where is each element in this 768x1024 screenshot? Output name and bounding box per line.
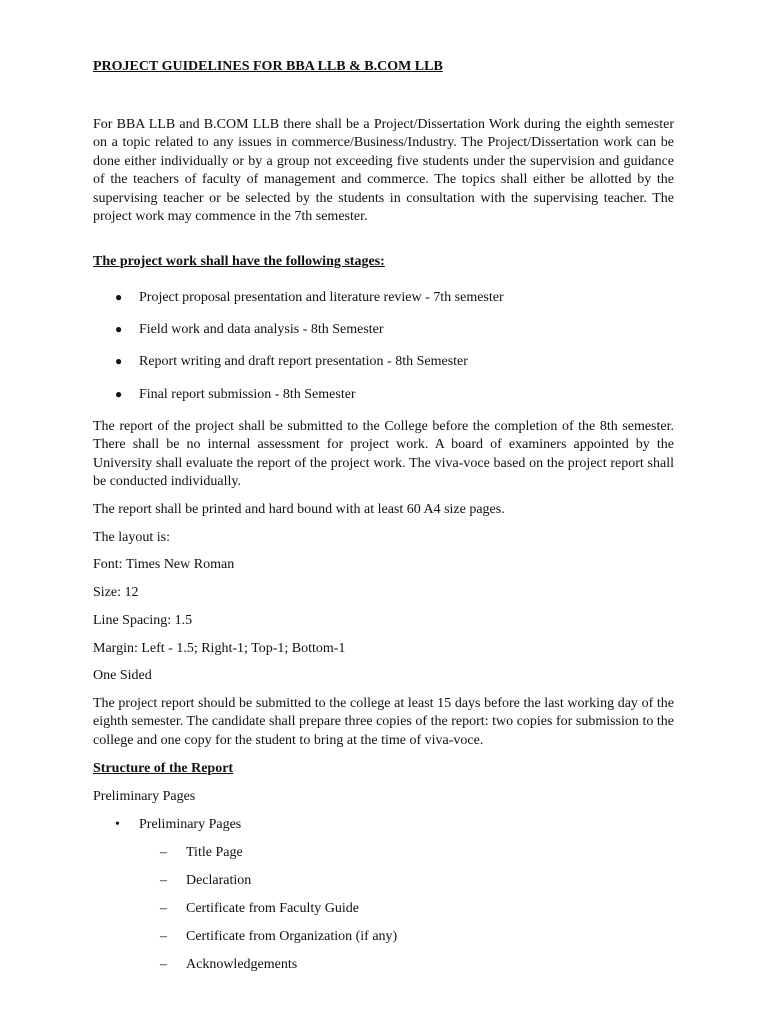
layout-sided: One Sided [93, 668, 152, 683]
stage-item [115, 385, 356, 404]
bullet-icon: ● [115, 354, 123, 368]
preliminary-item-label: Certificate from Faculty Guide [186, 901, 359, 916]
layout-font: Font: Times New Roman [93, 557, 235, 572]
preliminary-item-label: Declaration [186, 873, 252, 888]
preliminary-item [160, 900, 359, 918]
stage-item-label: Report writing and draft report presentation - 8th Semester [139, 354, 468, 369]
dash-icon: – [160, 845, 167, 860]
stage-item-label: Field work and data analysis - 8th Semester [139, 322, 384, 337]
preliminary-item [160, 956, 297, 974]
layout-intro: The layout is: [93, 530, 170, 545]
stage-item-label: Project proposal presentation and literature review - 7th semester [139, 290, 504, 305]
bullet-icon: ● [115, 387, 123, 401]
preliminary-item [160, 844, 243, 862]
preliminary-item-label: Title Page [186, 845, 243, 860]
stage-item [115, 288, 504, 307]
preliminary-item [160, 928, 397, 946]
layout-size: Size: 12 [93, 585, 139, 600]
report-paragraph: The report of the project shall be submitted to the College before the completion of the 8th semester. There shall be no internal assessment for project work. A board of examiners appointed by the University shall evaluate the report of the project work. The viva-voce based on the project report shall be conducted individually. [93, 419, 674, 490]
document-title: PROJECT GUIDELINES FOR BBA LLB & B.COM LLB [93, 59, 443, 74]
preliminary-bullet [115, 816, 241, 834]
bullet-icon: ● [115, 322, 123, 336]
preliminary-item-label: Acknowledgements [186, 957, 298, 972]
stage-item [115, 320, 384, 339]
submission-paragraph: The project report should be submitted to the college at least 15 days before the last working day of the eighth semester. The candidate shall prepare three copies of the report: two copies for submission to the college and one copy for the student to bring at the time of viva-voce. [93, 696, 674, 748]
layout-margin: Margin: Left - 1.5; Right-1; Top-1; Bottom-1 [93, 641, 346, 656]
stage-item [115, 352, 468, 371]
dash-icon: – [160, 873, 167, 888]
intro-paragraph: For BBA LLB and B.COM LLB there shall be a Project/Dissertation Work during the eighth semester on a topic related to any issues in commerce/Business/Industry. The Project/Dissertation work can be done either individually or by a group not exceeding five students under the supervision and guidance of the teachers of faculty of management and commerce. The topics shall either be allotted by the supervising teacher or be selected by the students in consultation with the supervising teacher. The project work may commence in the 7th semester. [93, 117, 674, 225]
preliminary-label: Preliminary Pages [93, 789, 196, 804]
preliminary-item [160, 872, 251, 890]
dash-icon: – [160, 957, 167, 972]
stage-item-label: Final report submission - 8th Semester [139, 387, 356, 402]
bullet-icon: ● [115, 290, 123, 304]
layout-spacing: Line Spacing: 1.5 [93, 613, 193, 628]
stages-heading: The project work shall have the following stages: [93, 254, 385, 269]
dash-icon: – [160, 901, 167, 916]
dash-icon: – [160, 929, 167, 944]
bullet-icon: • [115, 817, 120, 832]
preliminary-bullet-label: Preliminary Pages [139, 817, 242, 832]
preliminary-item-label: Certificate from Organization (if any) [186, 929, 398, 944]
print-requirement: The report shall be printed and hard bound with at least 60 A4 size pages. [93, 502, 505, 517]
structure-heading: Structure of the Report [93, 761, 234, 776]
